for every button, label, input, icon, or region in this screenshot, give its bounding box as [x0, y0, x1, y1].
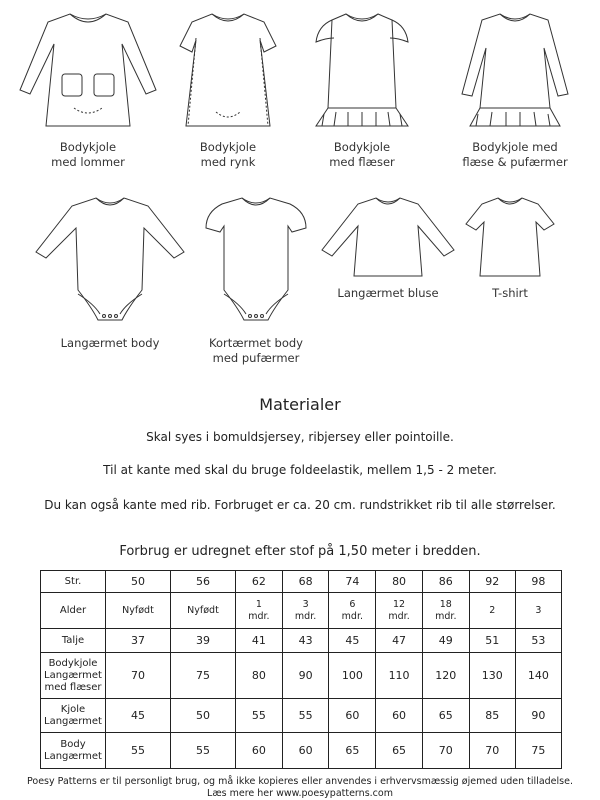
garment-t-shirt: [460, 192, 560, 301]
table-cell: 2: [469, 593, 515, 629]
table-cell: 100: [329, 653, 376, 699]
row-header: Str.: [41, 571, 106, 593]
table-cell: 37: [106, 629, 171, 653]
table-cell: 120: [422, 653, 469, 699]
table-cell: 6 mdr.: [329, 593, 376, 629]
langaermet-body-drawing: [30, 192, 190, 326]
bodykjole-flaeser-drawing: [302, 8, 422, 136]
table-cell: 3: [515, 593, 561, 629]
table-cell: 55: [282, 699, 329, 733]
table-cell: 39: [171, 629, 236, 653]
row-header: Alder: [41, 593, 106, 629]
table-cell: 18 mdr.: [422, 593, 469, 629]
garment-kortaermet-body-pufaermer: [196, 192, 316, 366]
garment-bodykjole-rynk: [168, 8, 288, 170]
table-cell: 47: [376, 629, 423, 653]
table-cell: 85: [469, 699, 515, 733]
table-cell: 45: [329, 629, 376, 653]
garment-bodykjole-flaese-pufaermer: [440, 8, 590, 170]
table-cell: 12 mdr.: [376, 593, 423, 629]
table-cell: 92: [469, 571, 515, 593]
table-cell: 45: [106, 699, 171, 733]
table-cell: 140: [515, 653, 561, 699]
garment-caption: T-shirt: [492, 286, 528, 300]
row-header: Talje: [41, 629, 106, 653]
garment-caption: Bodykjole med flæser: [329, 140, 395, 169]
table-cell: 90: [282, 653, 329, 699]
table-cell: 55: [171, 733, 236, 769]
langaermet-bluse-drawing: [318, 192, 458, 278]
table-row: [41, 629, 562, 653]
materials-title: Materialer: [259, 395, 341, 414]
table-cell: 41: [236, 629, 283, 653]
table-cell: 70: [469, 733, 515, 769]
table-cell: 60: [236, 733, 283, 769]
table-cell: 43: [282, 629, 329, 653]
table-cell: 60: [282, 733, 329, 769]
garment-caption: Bodykjole med lommer: [51, 140, 125, 169]
garment-caption: Langærmet bluse: [337, 286, 439, 300]
table-cell: 53: [515, 629, 561, 653]
table-cell: 50: [106, 571, 171, 593]
table-cell: 56: [171, 571, 236, 593]
table-row: [41, 733, 562, 769]
table-cell: 49: [422, 629, 469, 653]
table-cell: 65: [422, 699, 469, 733]
materials-fabric-text: Skal syes i bomuldsjersey, ribjersey eller pointoille.: [146, 430, 454, 444]
table-cell: 62: [236, 571, 283, 593]
garment-illustrations: [0, 0, 600, 380]
table-row: [41, 699, 562, 733]
bodykjole-rynk-drawing: [168, 8, 288, 136]
table-cell: Nyfødt: [106, 593, 171, 629]
table-cell: 70: [106, 653, 171, 699]
table-cell: 65: [329, 733, 376, 769]
table-cell: 80: [376, 571, 423, 593]
row-header: Body Langærmet: [41, 733, 106, 769]
bodykjole-lommer-drawing: [18, 8, 158, 136]
garment-langaermet-bluse: [318, 192, 458, 301]
table-cell: 60: [376, 699, 423, 733]
kortaermet-body-drawing: [196, 192, 316, 326]
table-cell: 110: [376, 653, 423, 699]
garment-bodykjole-lommer: [18, 8, 158, 170]
table-cell: 98: [515, 571, 561, 593]
garment-caption: Langærmet body: [60, 336, 160, 350]
table-cell: 55: [106, 733, 171, 769]
table-cell: Nyfødt: [171, 593, 236, 629]
table-cell: 51: [469, 629, 515, 653]
row-header: Kjole Langærmet: [41, 699, 106, 733]
table-cell: 50: [171, 699, 236, 733]
table-cell: 75: [171, 653, 236, 699]
table-row: [41, 571, 562, 593]
copyright-notice: Poesy Patterns er til personligt brug, og må ikke kopieres eller anvendes i erhvervsmæssig øjemed uden tilladelse.: [27, 776, 573, 787]
table-cell: 68: [282, 571, 329, 593]
table-cell: 60: [329, 699, 376, 733]
table-cell: 3 mdr.: [282, 593, 329, 629]
table-cell: 75: [515, 733, 561, 769]
bodykjole-flaese-pufaermer-drawing: [440, 8, 590, 136]
table-row: [41, 653, 562, 699]
website-link[interactable]: Læs mere her www.poesypatterns.com: [207, 788, 393, 799]
consumption-note: Forbrug er udregnet efter stof på 1,50 meter i bredden.: [119, 544, 481, 559]
garment-caption: Bodykjole med rynk: [199, 140, 257, 169]
table-cell: 55: [236, 699, 283, 733]
garment-caption: Kortærmet body med pufærmer: [209, 336, 303, 365]
t-shirt-drawing: [460, 192, 560, 278]
table-cell: 1 mdr.: [236, 593, 283, 629]
table-row: [41, 593, 562, 629]
row-header: Bodykjole Langærmet med flæser: [41, 653, 106, 699]
garment-caption: Bodykjole med flæse & pufærmer: [462, 140, 568, 169]
table-cell: 74: [329, 571, 376, 593]
table-cell: 86: [422, 571, 469, 593]
size-table: [40, 570, 562, 769]
table-cell: 65: [376, 733, 423, 769]
materials-elastic-text: Til at kante med skal du bruge foldeelastik, mellem 1,5 - 2 meter.: [103, 463, 497, 477]
garment-bodykjole-flaeser: [302, 8, 422, 170]
garment-langaermet-body: [30, 192, 190, 351]
table-cell: 70: [422, 733, 469, 769]
table-cell: 80: [236, 653, 283, 699]
materials-rib-text: Du kan også kante med rib. Forbruget er ca. 20 cm. rundstrikket rib til alle størrelser.: [44, 498, 556, 512]
table-cell: 130: [469, 653, 515, 699]
table-cell: 90: [515, 699, 561, 733]
